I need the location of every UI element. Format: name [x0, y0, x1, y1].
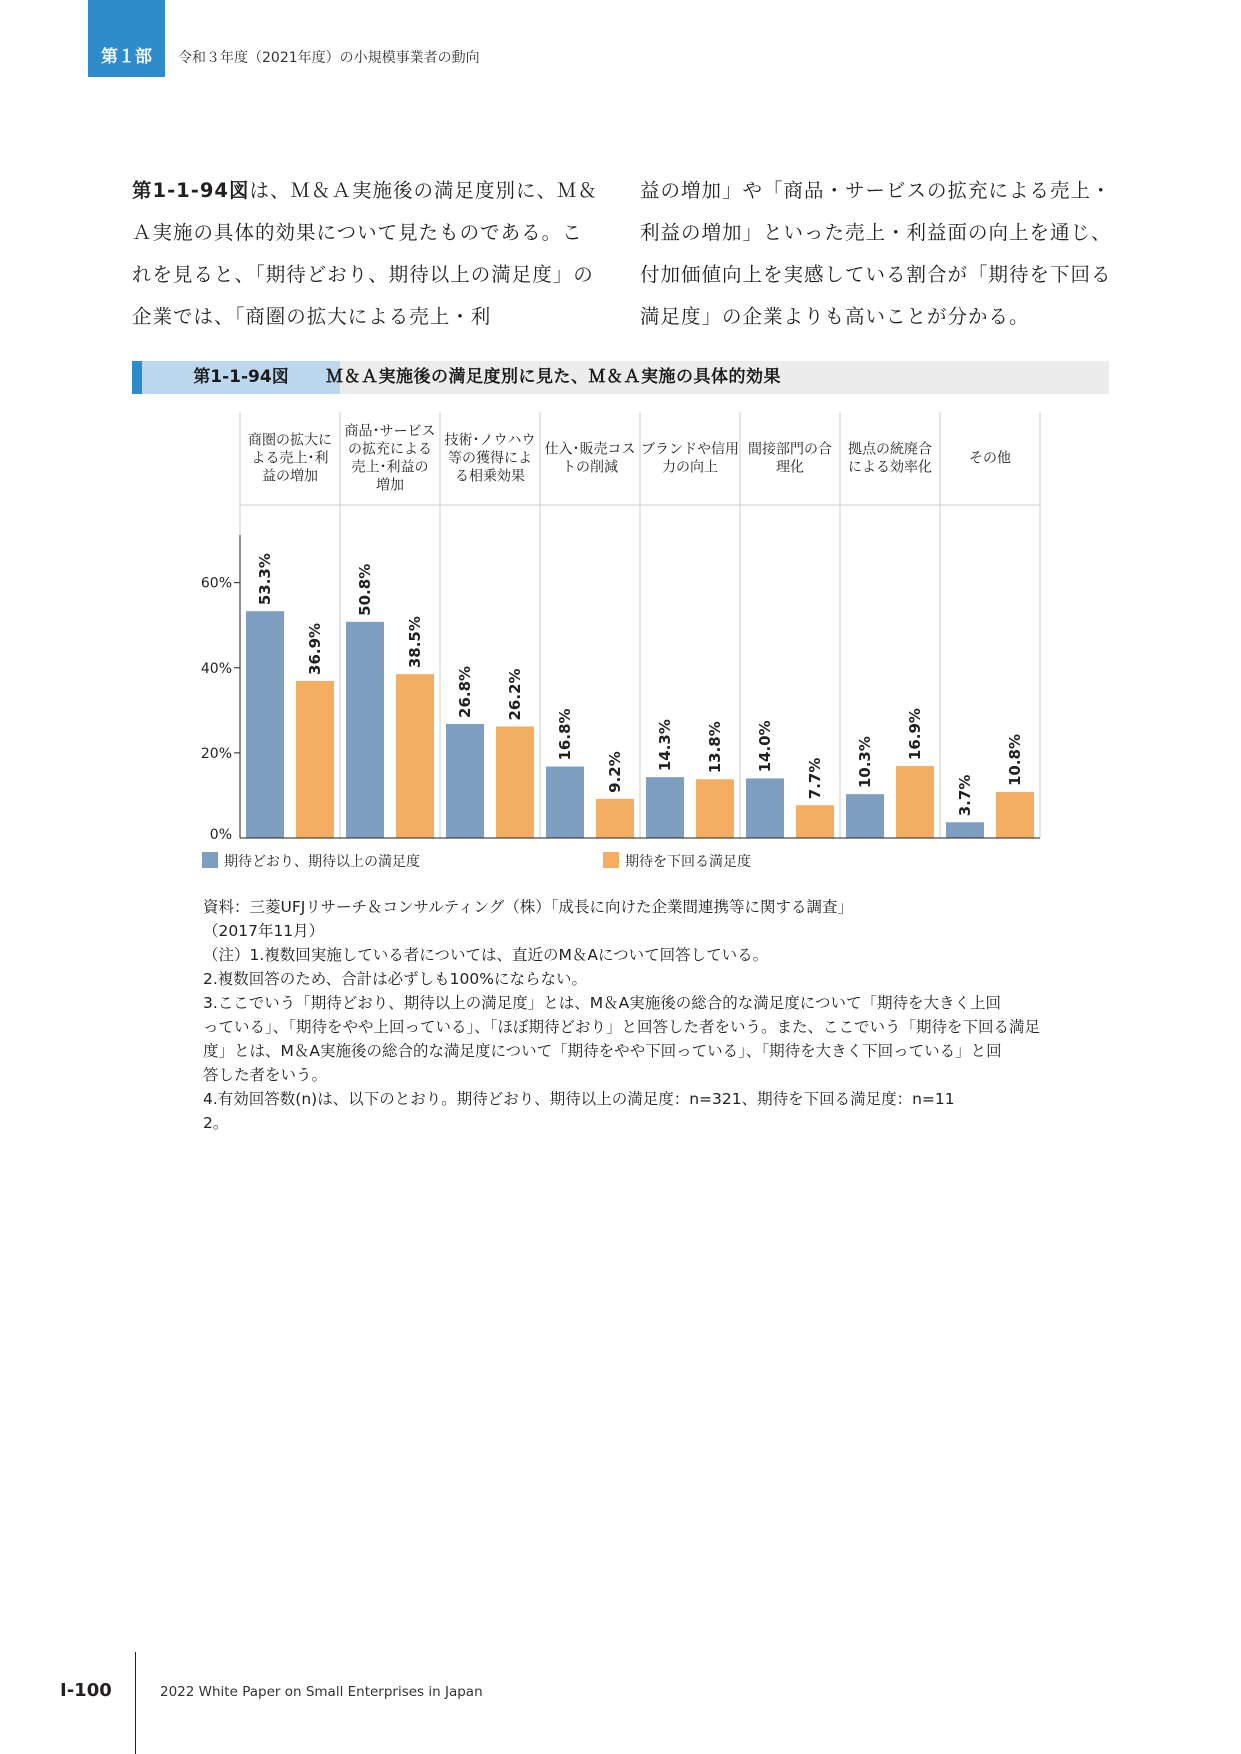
- category-label: 拠点の統廃合: [848, 441, 932, 458]
- bar: [596, 799, 634, 838]
- data-label: 26.2%: [506, 668, 524, 721]
- bar: [846, 794, 884, 838]
- category-label: 商品･サービス: [344, 423, 436, 440]
- bar: [696, 779, 734, 838]
- figure-notes: [203, 895, 1043, 1135]
- legend-swatch: [202, 852, 218, 868]
- bar: [296, 681, 334, 838]
- bar: [246, 611, 284, 838]
- figure-caption-bar: [132, 361, 1109, 394]
- y-tick-label: 20%: [200, 745, 232, 762]
- body-text-right: 益の増加」や「商品・サービスの拡充による売上・利益の増加」といった売上・利益面の向上を通じ、付加価値向上を実感している割合が「期待を下回る満足度」の企業よりも高いことが分かる。: [640, 179, 1112, 328]
- part-tab: [88, 0, 165, 77]
- category-label: 力の向上: [662, 459, 718, 476]
- figure-title: Ｍ＆Ａ実施後の満足度別に見た、Ｍ＆Ａ実施の具体的効果: [326, 367, 781, 387]
- bar: [646, 777, 684, 838]
- category-label: ブランドや信用: [641, 441, 739, 458]
- source-note: 資料：三菱UFJリサーチ＆コンサルティング（株）「成長に向けた企業間連携等に関する調査」: [203, 898, 853, 916]
- bar: [996, 792, 1034, 838]
- footer-divider: [135, 1652, 136, 1754]
- legend-label: 期待を下回る満足度: [625, 854, 751, 870]
- category-label: 益の増加: [262, 468, 318, 485]
- legend-swatch: [603, 852, 619, 868]
- bar: [896, 766, 934, 838]
- note-line: 度」とは、M＆A実施後の総合的な満足度について「期待をやや下回っている」、「期待を大きく下回っている」と回: [203, 1042, 1002, 1060]
- source-date: （2017年11月）: [203, 922, 325, 940]
- note-line: 4.有効回答数(n)は、以下のとおり。期待どおり、期待以上の満足度：n=321、期待を下回る満足度：n=11: [203, 1090, 955, 1108]
- note-line: 答した者をいう。: [203, 1066, 328, 1084]
- category-label: トの削減: [562, 459, 618, 476]
- bar: [346, 622, 384, 838]
- category-label: 仕入･販売コス: [544, 441, 636, 458]
- data-label: 38.5%: [406, 616, 424, 669]
- category-label: る相乗効果: [455, 468, 525, 485]
- category-label: 等の獲得によ: [448, 450, 532, 467]
- data-label: 14.3%: [656, 719, 674, 772]
- data-label: 7.7%: [806, 757, 824, 800]
- part-label: 第１部: [101, 47, 152, 67]
- data-label: 16.8%: [556, 708, 574, 761]
- category-label: による効率化: [848, 459, 932, 476]
- note-line: （注）1.複数回実施している者については、直近のM＆Aについて回答している。: [203, 946, 769, 964]
- data-label: 50.8%: [356, 563, 374, 616]
- bar: [446, 724, 484, 838]
- data-label: 10.8%: [1006, 733, 1024, 787]
- data-label: 3.7%: [956, 774, 974, 817]
- figure-number: 第1-1-94図: [142, 361, 340, 394]
- category-label: 技術･ノウハウ: [444, 432, 536, 449]
- category-label: 理化: [776, 459, 804, 476]
- bar-chart: [190, 410, 1070, 885]
- data-label: 10.3%: [856, 736, 874, 789]
- data-label: 13.8%: [706, 721, 724, 774]
- legend-label: 期待どおり、期待以上の満足度: [224, 854, 420, 870]
- y-tick-label: 40%: [200, 660, 232, 677]
- data-label: 14.0%: [756, 720, 774, 773]
- category-label: の拡充による: [348, 441, 432, 458]
- bar: [746, 778, 784, 838]
- data-label: 53.3%: [256, 553, 274, 606]
- note-line: 2.複数回答のため、合計は必ずしも100%にならない。: [203, 970, 587, 988]
- y-tick-label: 60%: [200, 575, 232, 592]
- category-label: 商圏の拡大に: [248, 432, 332, 449]
- data-label: 9.2%: [606, 751, 624, 793]
- category-label: よる売上･利: [251, 450, 329, 467]
- bar: [496, 727, 534, 838]
- category-label: 増加: [376, 477, 404, 494]
- caption-accent: [132, 361, 142, 394]
- category-label: 売上･利益の: [351, 459, 429, 476]
- bar: [546, 767, 584, 838]
- category-label: その他: [969, 450, 1011, 467]
- page-number: Ⅰ-100: [60, 1680, 112, 1701]
- category-label: 間接部門の合: [748, 441, 832, 458]
- note-line: 2。: [203, 1114, 229, 1132]
- running-header-title: 令和３年度（2021年度）の小規模事業者の動向: [178, 50, 480, 66]
- note-line: 3.ここでいう「期待どおり、期待以上の満足度」とは、M＆A実施後の総合的な満足度について「期待を大きく上回: [203, 994, 1001, 1012]
- bar: [796, 805, 834, 838]
- data-label: 16.9%: [906, 708, 924, 761]
- bar: [946, 822, 984, 838]
- data-label: 26.8%: [456, 665, 474, 718]
- figure-reference: 第1-1-94図: [132, 179, 250, 202]
- body-text-left: [132, 170, 602, 338]
- data-label: 36.9%: [306, 622, 324, 675]
- footer-title: 2022 White Paper on Small Enterprises in Japan: [160, 1684, 483, 1700]
- bar: [396, 674, 434, 838]
- body-text-left-content: は、Ｍ＆Ａ実施後の満足度別に、Ｍ＆Ａ実施の具体的効果について見たものである。これを見ると、「期待どおり、期待以上の満足度」の企業では、「商圏の拡大による売上・利: [132, 179, 598, 328]
- y-tick-label: 0%: [209, 827, 232, 843]
- note-line: っている」、「期待をやや上回っている」、「ほぼ期待どおり」と回答した者をいう。また、ここでいう「期待を下回る満足: [203, 1018, 1041, 1036]
